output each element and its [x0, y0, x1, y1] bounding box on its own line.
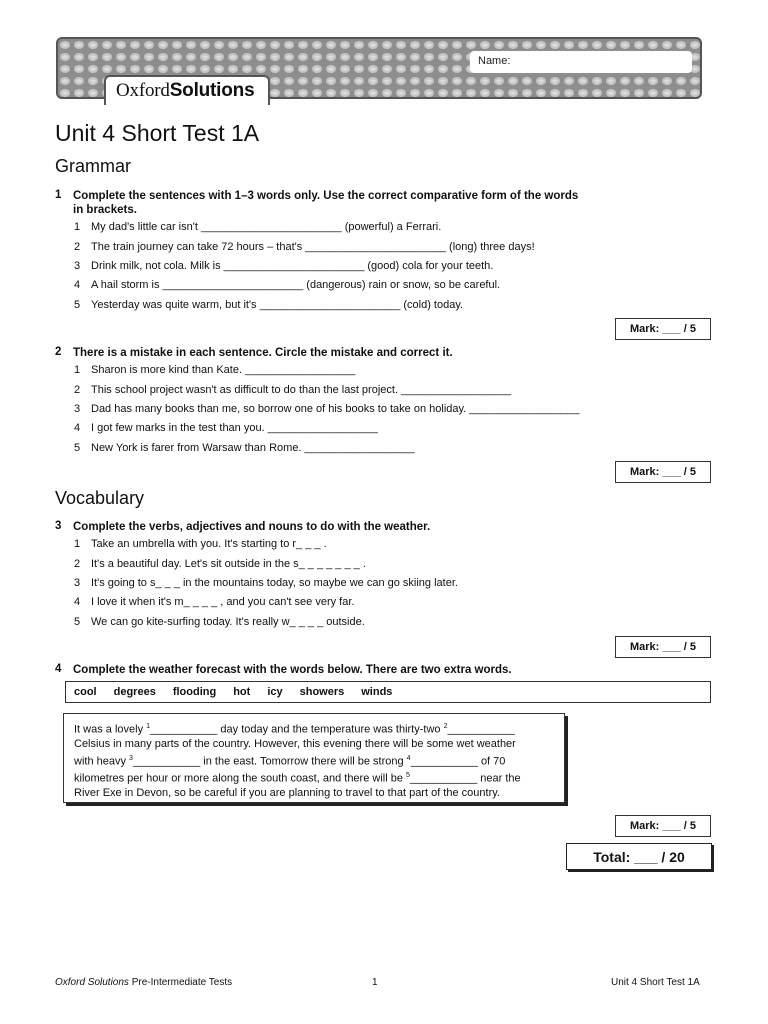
- list-item: Yesterday was quite warm, but it's _______________________ (cold) today.: [91, 299, 464, 311]
- item-number: 4: [74, 279, 81, 291]
- list-item: It's a beautiful day. Let's sit outside in the s_ _ _ _ _ _ _ .: [91, 558, 366, 570]
- item-number: 1: [74, 221, 81, 233]
- question-instruction: There is a mistake in each sentence. Circle the mistake and correct it.: [73, 347, 453, 359]
- mark-box: Mark: ___ / 5: [615, 815, 711, 837]
- weather-forecast-text: It was a lovely $^1$___________ day today and the temperature was thirty-two $^2$___________ Celsius in many parts of the country. However, this evening there will be some wet weather with heavy $^3$___________ in the east. Tomorrow there will be strong $^4$___________ of 70 kilometres per hour or more along the south coast, and there will be $^5$___________ near the River Exe in Devon, so be careful if you are planning to travel to that part of the country.: [63, 713, 565, 803]
- list-item: I love it when it's m_ _ _ _ , and you can't see very far.: [91, 596, 355, 608]
- question-number: 4: [55, 663, 62, 675]
- item-number: 4: [74, 422, 81, 434]
- list-item: It's going to s_ _ _ in the mountains today, so maybe we can go skiing later.: [91, 577, 458, 589]
- list-item: The train journey can take 72 hours – that's _______________________ (long) three days!: [91, 241, 535, 253]
- mark-box: Mark: ___ / 5: [615, 318, 711, 340]
- list-item: New York is farer from Warsaw than Rome. __________________: [91, 442, 415, 454]
- oxford-solutions-logo: OxfordSolutions: [116, 80, 255, 101]
- item-number: 3: [74, 403, 81, 415]
- section-heading-grammar: Grammar: [55, 156, 131, 176]
- total-score-box: Total: ___ / 20: [566, 843, 712, 870]
- item-number: 5: [74, 299, 81, 311]
- page-number: 1: [372, 977, 378, 988]
- item-number: 3: [74, 260, 81, 272]
- item-number: 2: [74, 558, 81, 570]
- list-item: I got few marks in the test than you. __________________: [91, 422, 378, 434]
- list-item: My dad's little car isn't _______________________ (powerful) a Ferrari.: [91, 221, 442, 233]
- item-number: 3: [74, 577, 81, 589]
- item-number: 4: [74, 596, 81, 608]
- footer-left: Oxford Solutions Pre-Intermediate Tests: [55, 977, 233, 988]
- item-number: 2: [74, 384, 81, 396]
- word-bank-item: hot: [233, 686, 251, 698]
- question-instruction: Complete the verbs, adjectives and nouns to do with the weather.: [73, 521, 431, 533]
- list-item: Dad has many books than me, so borrow one of his books to take on holiday. __________________: [91, 403, 580, 415]
- word-bank-item: showers: [299, 686, 345, 698]
- question-instruction: Complete the sentences with 1–3 words only. Use the correct comparative form of the words in brackets.: [73, 190, 579, 216]
- list-item: Drink milk, not cola. Milk is _______________________ (good) cola for your teeth.: [91, 260, 494, 272]
- list-item: We can go kite-surfing today. It's really w_ _ _ _ outside.: [91, 616, 365, 628]
- list-item: Take an umbrella with you. It's starting to r_ _ _ .: [91, 538, 327, 550]
- word-bank-item: degrees: [113, 686, 156, 698]
- section-heading-vocabulary: Vocabulary: [55, 488, 145, 508]
- item-number: 2: [74, 241, 81, 253]
- word-bank-item: icy: [267, 686, 283, 698]
- word-bank-item: flooding: [172, 686, 217, 698]
- question-number: 2: [55, 346, 62, 358]
- word-bank-item: cool: [74, 686, 97, 698]
- mark-box: Mark: ___ / 5: [615, 636, 711, 658]
- name-label: Name:: [478, 55, 511, 67]
- item-number: 5: [74, 442, 81, 454]
- question-number: 3: [55, 520, 62, 532]
- item-number: 5: [74, 616, 81, 628]
- list-item: This school project wasn't as difficult to do than the last project. __________________: [91, 384, 512, 396]
- question-instruction: Complete the weather forecast with the words below. There are two extra words.: [73, 664, 512, 676]
- mark-box: Mark: ___ / 5: [615, 461, 711, 483]
- question-number: 1: [55, 189, 62, 201]
- item-number: 1: [74, 364, 81, 376]
- word-bank-item: winds: [361, 686, 393, 698]
- item-number: 1: [74, 538, 81, 550]
- list-item: A hail storm is _______________________ (dangerous) rain or snow, so be careful.: [91, 279, 501, 291]
- page-title: Unit 4 Short Test 1A: [55, 120, 260, 146]
- footer-right: Unit 4 Short Test 1A: [611, 977, 700, 988]
- list-item: Sharon is more kind than Kate. __________________: [91, 364, 356, 376]
- word-bank: [65, 681, 711, 703]
